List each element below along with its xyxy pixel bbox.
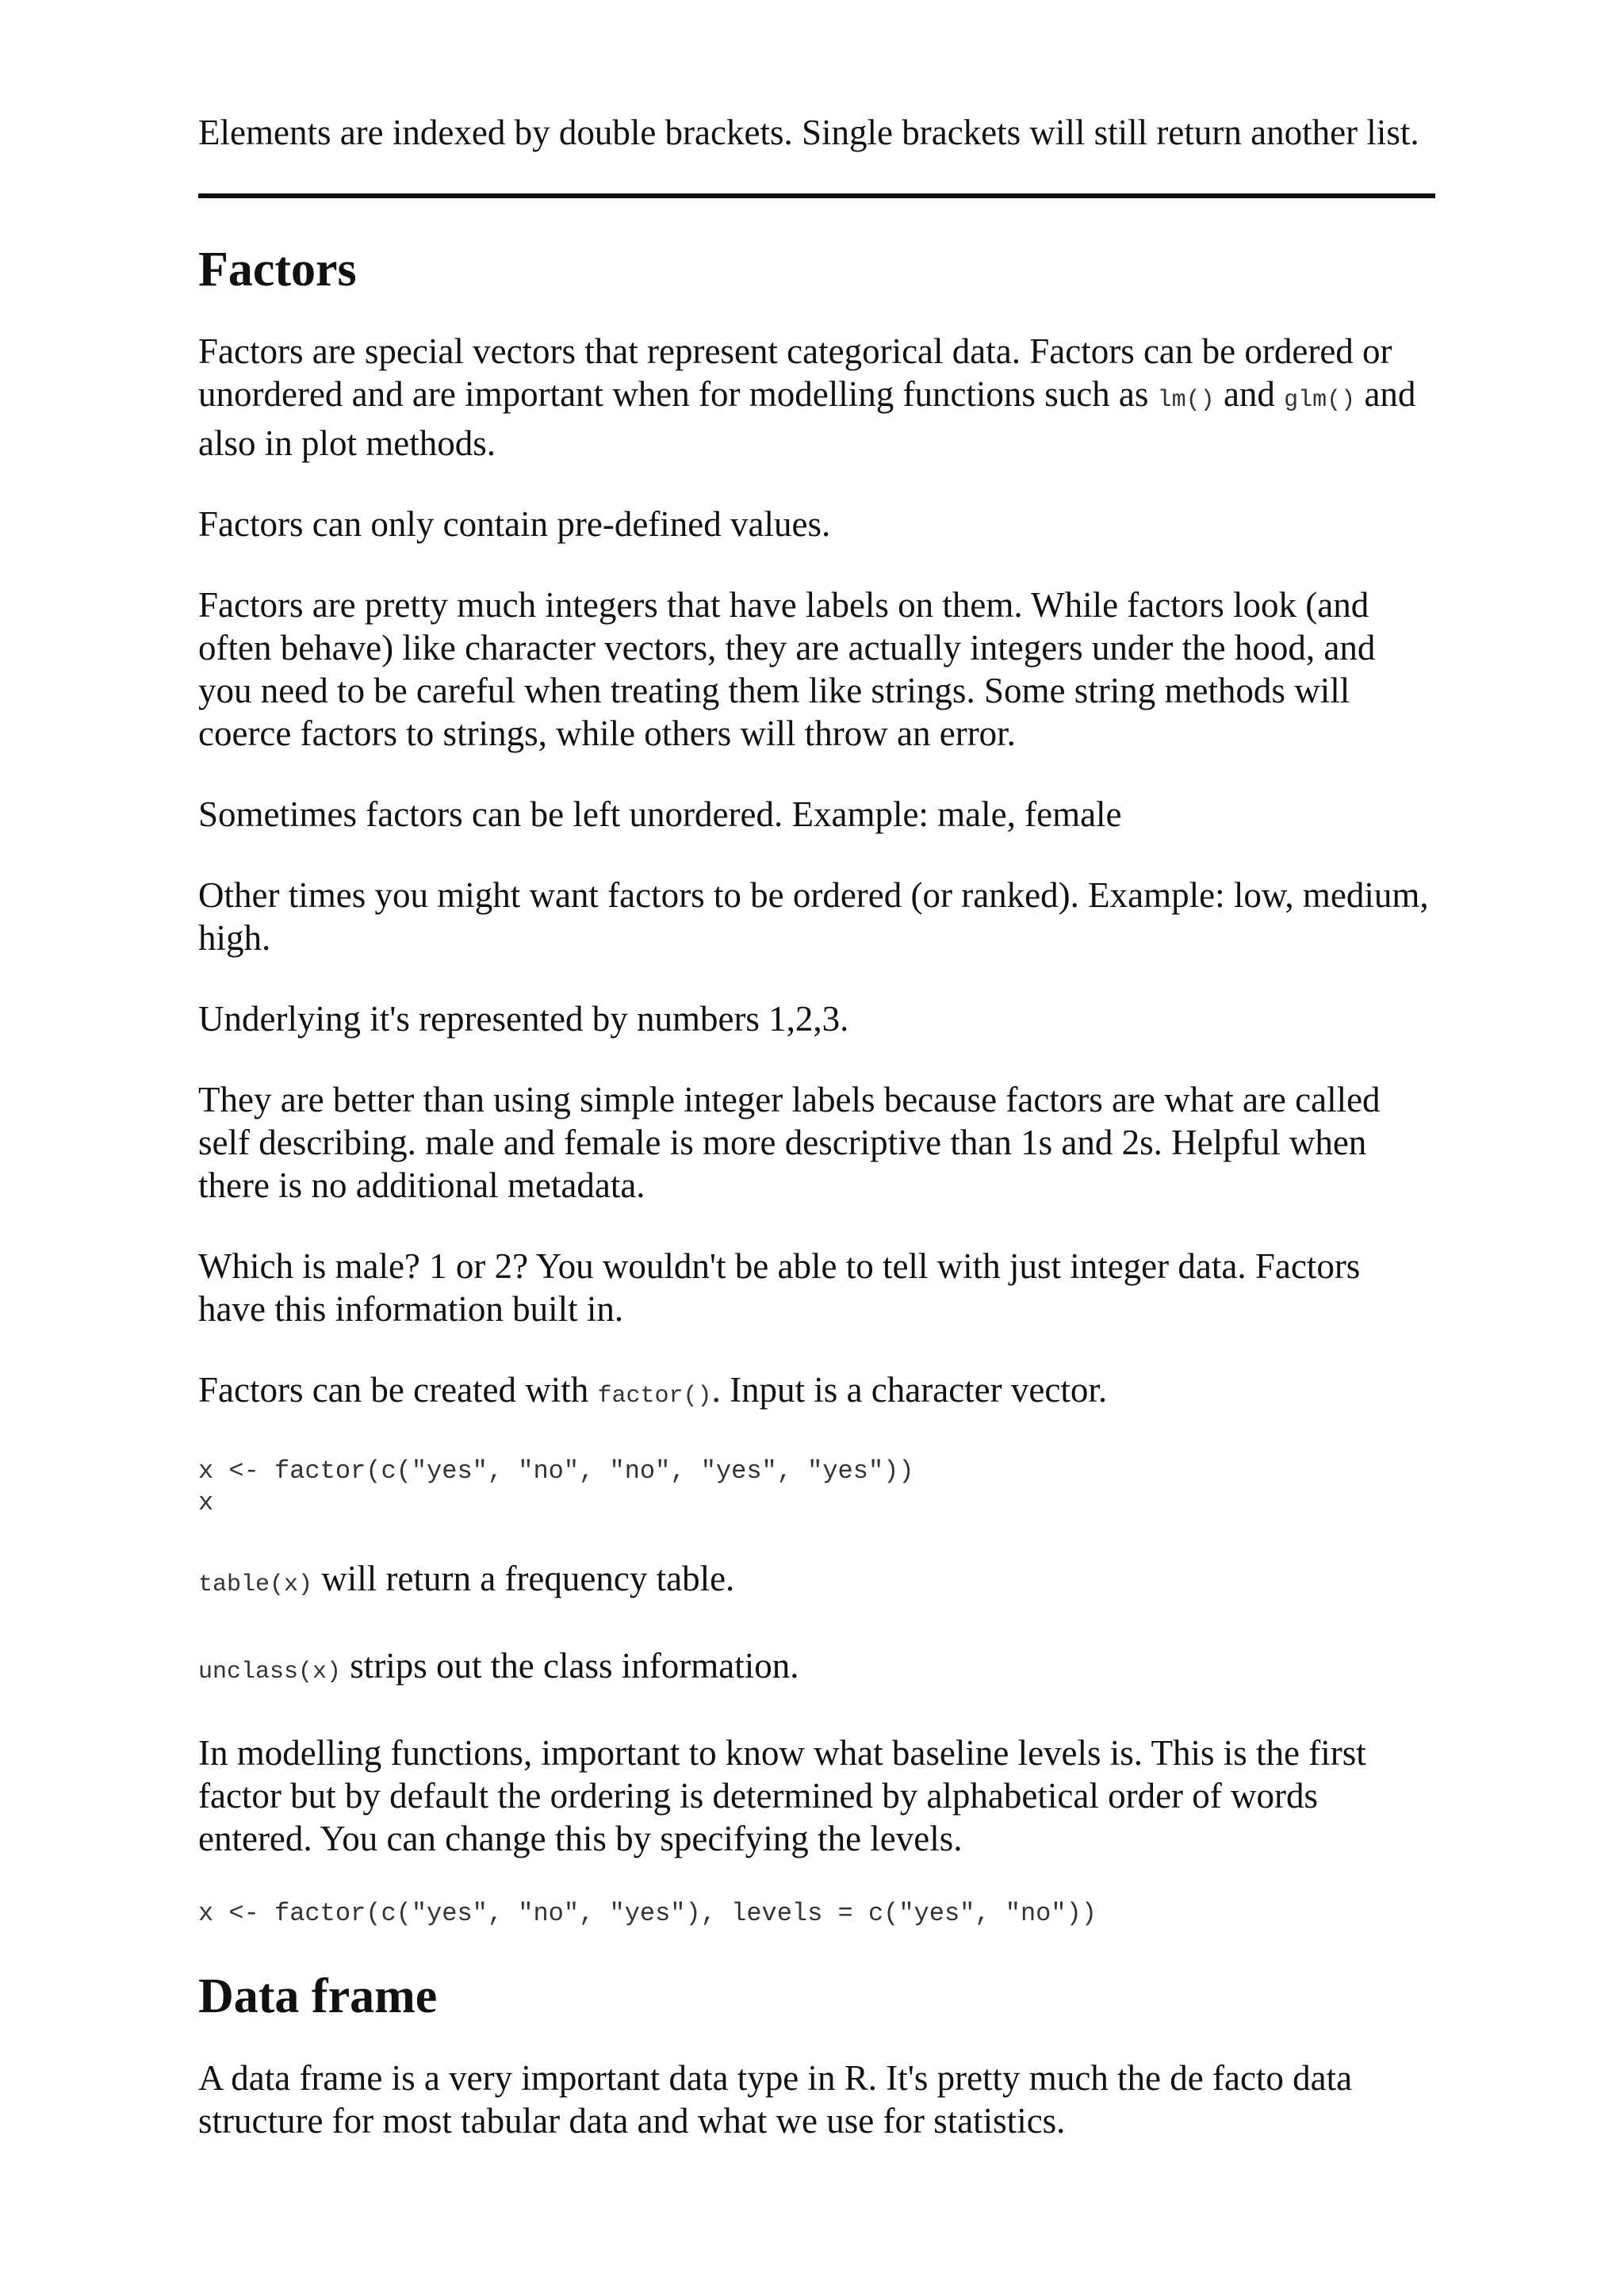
factors-paragraph-12: In modelling functions, important to know what baseline levels is. This is the first factor but by default the ordering is determined by alphabetical order of words entered. You can change this by specifying the levels. <box>198 1733 1366 1858</box>
data-frame-heading: Data frame <box>198 1969 438 2023</box>
factors-paragraph-3: Factors are pretty much integers that have labels on them. While factors look (and often behave) like character vectors, they are actually integers under the hood, and you need to be careful when treating them like strings. Some string methods will coerce factors to strings, while others will throw an error. <box>198 585 1376 753</box>
factors-p11-text: strips out the class information. <box>341 1646 799 1686</box>
intro-paragraph: Elements are indexed by double brackets. Single brackets will still return another list. <box>198 113 1419 152</box>
factors-paragraph-5: Other times you might want factors to be ordered (or ranked). Example: low, medium, high. <box>198 875 1429 958</box>
data-frame-paragraph-1: A data frame is a very important data type in R. It's pretty much the de facto data structure for most tabular data and what we use for statistics. <box>198 2058 1353 2141</box>
lm-code: lm() <box>1157 387 1215 414</box>
table-code: table(x) <box>198 1571 313 1598</box>
factors-paragraph-2: Factors can only contain pre-defined values. <box>198 504 831 544</box>
document-page <box>198 111 1435 2180</box>
factors-paragraph-9 <box>198 1368 1435 1418</box>
code-block-2: x <- factor(c("yes", "no", "yes"), levels = c("yes", "no")) <box>198 1899 1097 1928</box>
code-block-1: x <- factor(c("yes", "no", "no", "yes", "yes")) x <box>198 1456 914 1517</box>
factors-p1-text-b: and <box>1214 374 1285 414</box>
factors-p9-text-b: . Input is a character vector. <box>711 1370 1108 1410</box>
factors-paragraph-8: Which is male? 1 or 2? You wouldn't be able to tell with just integer data. Factors have this information built in. <box>198 1246 1361 1329</box>
factors-paragraph-10 <box>198 1557 1435 1606</box>
unclass-code: unclass(x) <box>198 1659 342 1686</box>
factors-paragraph-11 <box>198 1644 1435 1693</box>
factors-p1-text-c: and also in plot methods. <box>198 374 1416 463</box>
factors-p10-text: will return a frequency table. <box>312 1559 735 1598</box>
factors-paragraph-4: Sometimes factors can be left unordered. Example: male, female <box>198 794 1122 834</box>
section-divider <box>198 193 1435 198</box>
factors-heading: Factors <box>198 243 357 297</box>
factor-code: factor() <box>597 1383 712 1410</box>
factors-p1-text-a: Factors are special vectors that represent categorical data. Factors can be ordered or unordered and are important when for modelling functions such as <box>198 331 1392 414</box>
glm-code: glm() <box>1284 387 1356 414</box>
factors-paragraph-7: They are better than using simple integer labels because factors are what are called self describing. male and female is more descriptive than 1s and 2s. Helpful when there is no additional metadata. <box>198 1080 1381 1205</box>
factors-p9-text-a: Factors can be created with <box>198 1370 598 1410</box>
factors-paragraph-6: Underlying it's represented by numbers 1,2,3. <box>198 999 849 1039</box>
factors-paragraph-1 <box>198 330 1435 465</box>
